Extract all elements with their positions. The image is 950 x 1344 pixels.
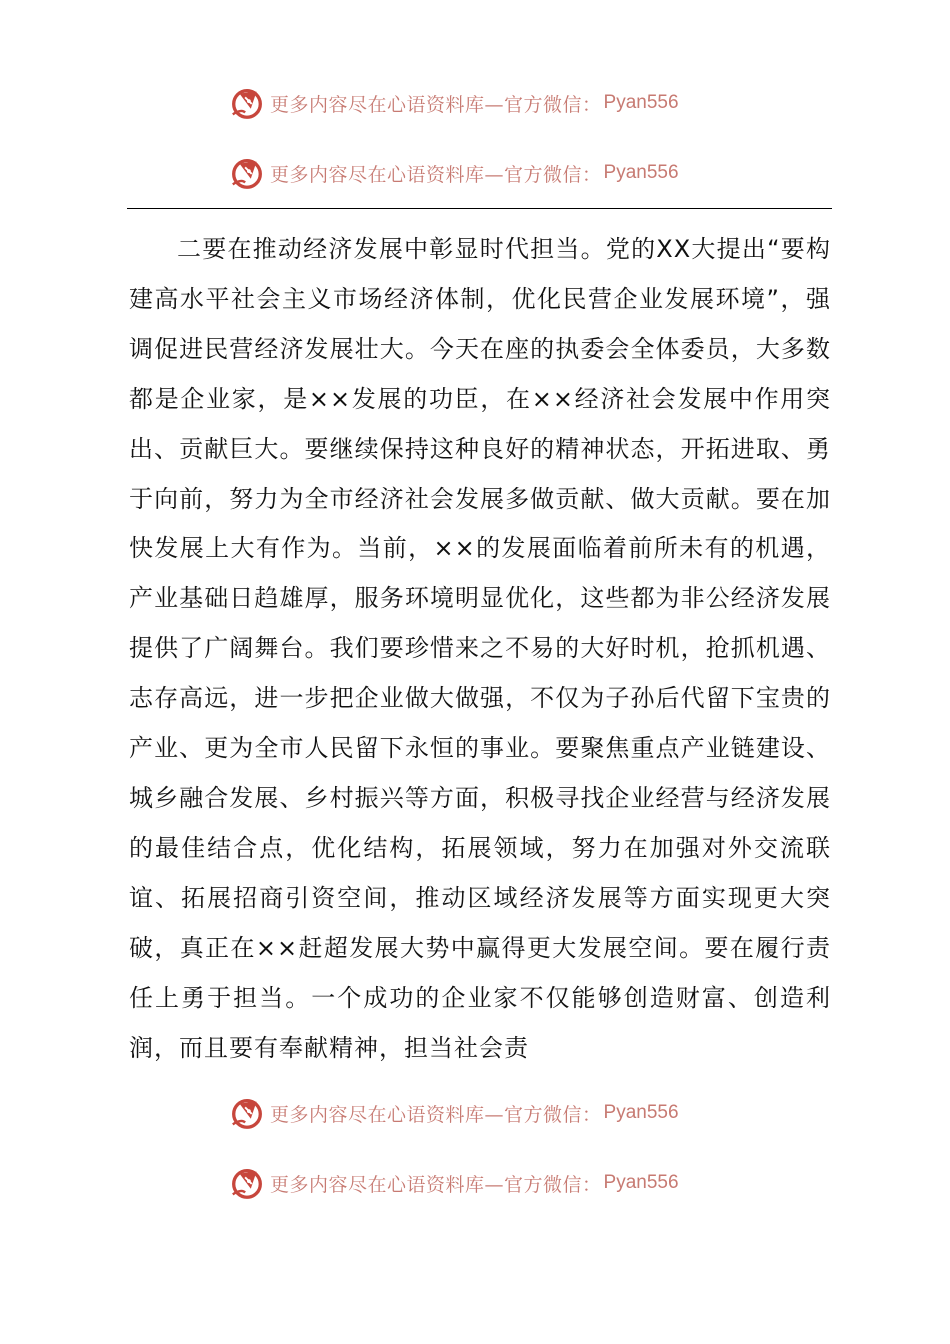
watermark-wechat-id: Pyan556 (603, 92, 679, 113)
watermark-wechat-id: Pyan556 (603, 1102, 679, 1123)
watermark-label: 更多内容尽在心语资料库—官方微信： (270, 93, 602, 116)
watermark-banner-bottom-2 (228, 1163, 679, 1203)
header-divider (127, 208, 832, 209)
watermark-wechat-id: Pyan556 (603, 162, 679, 183)
body-paragraph: 二要在推动经济发展中彰显时代担当。党的XX大提出“要构建高水平社会主义市场经济体制，优化民营企业发展环境”，强调促进民营经济发展壮大。今天在座的执委会全体委员，大多数都是企业家，是××发展的功臣，在××经济社会发展中作用突出、贡献巨大。要继续保持这种良好的精神状态，开拓进取、勇于向前，努力为全市经济社会发展多做贡献、做大贡献。要在加快发展上大有作为。当前，××的发展面临着前所未有的机遇，产业基础日趋雄厚，服务环境明显优化，这些都为非公经济发展提供了广阔舞台。我们要珍惜来之不易的大好时机，抢抓机遇、志存高远，进一步把企业做大做强，不仅为子孙后代留下宝贵的产业、更为全市人民留下永恒的事业。要聚焦重点产业链建设、城乡融合发展、乡村振兴等方面，积极寻找企业经营与经济发展的最佳结合点，优化结构，拓展领域，努力在加强对外交流联谊、拓展招商引资空间，推动区域经济发展等方面实现更大突破，真正在××赶超发展大势中赢得更大发展空间。要在履行责任上勇于担当。一个成功的企业家不仅能够创造财富、创造利润，而且要有奉献精神，担当社会责 (129, 235, 831, 1062)
watermark-banner-bottom-1 (228, 1093, 679, 1133)
watermark-wechat-id: Pyan556 (603, 1172, 679, 1193)
pen-nib-logo-icon (228, 1094, 266, 1132)
watermark-banner-top-1 (228, 83, 679, 123)
watermark-label: 更多内容尽在心语资料库—官方微信： (270, 1103, 602, 1126)
pen-nib-logo-icon (228, 84, 266, 122)
watermark-label: 更多内容尽在心语资料库—官方微信： (270, 1173, 602, 1196)
pen-nib-logo-icon (228, 1164, 266, 1202)
pen-nib-logo-icon (228, 154, 266, 192)
watermark-banner-top-2 (228, 153, 679, 193)
watermark-label: 更多内容尽在心语资料库—官方微信： (270, 163, 602, 186)
